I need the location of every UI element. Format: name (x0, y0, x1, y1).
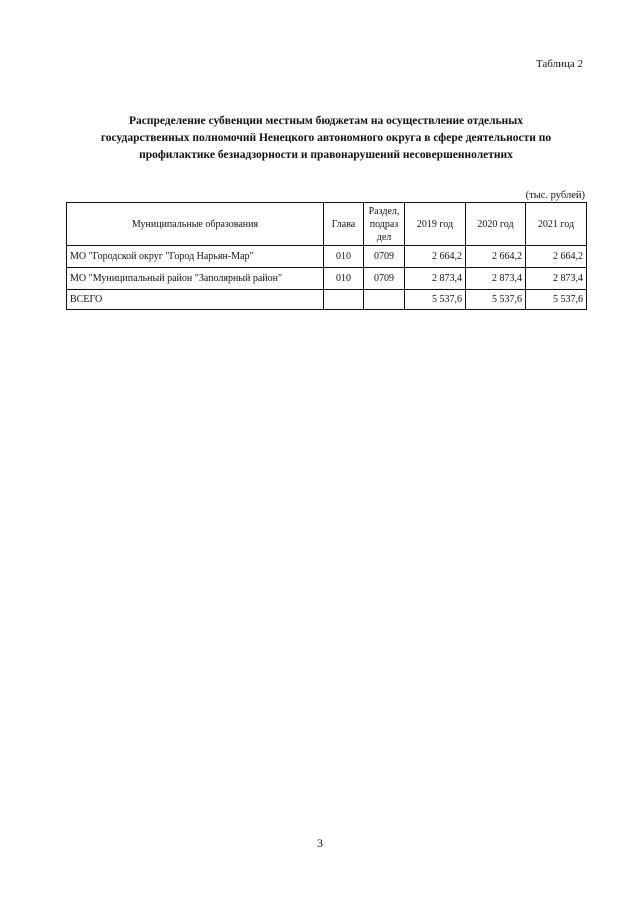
row-2021: 2 664,2 (526, 246, 587, 268)
row-2020: 2 873,4 (466, 268, 526, 290)
header-section-line-1: Раздел, (368, 205, 400, 217)
header-2020: 2020 год (466, 203, 526, 246)
header-2021: 2021 год (526, 203, 587, 246)
title-line-1: Распределение субвенции местным бюджетам на осуществление отдельных (128, 115, 524, 127)
subvention-table (66, 202, 587, 310)
total-label: ВСЕГО (67, 290, 324, 310)
header-2019: 2019 год (405, 203, 466, 246)
header-section-line-2: подраз (369, 218, 399, 230)
total-chapter-empty (324, 290, 364, 310)
row-2019: 2 873,4 (405, 268, 466, 290)
row-2020: 2 664,2 (466, 246, 526, 268)
units-label: (тыс. рублей) (525, 190, 585, 201)
total-2019: 5 537,6 (405, 290, 466, 310)
total-2020: 5 537,6 (466, 290, 526, 310)
row-municipality: МО "Городской округ "Город Нарьян-Мар" (67, 246, 324, 268)
total-section-empty (364, 290, 405, 310)
table-row (67, 268, 587, 290)
header-municipality: Муниципальные образования (67, 203, 324, 246)
row-chapter: 010 (324, 268, 364, 290)
total-row (67, 290, 587, 310)
document-title (66, 113, 586, 164)
table-label: Таблица 2 (535, 58, 583, 70)
title-line-2: государственных полномочий Ненецкого автономного округа в сфере деятельности по (100, 132, 552, 144)
row-section: 0709 (364, 268, 405, 290)
header-section (364, 203, 405, 246)
table-header-row (67, 203, 587, 246)
row-2019: 2 664,2 (405, 246, 466, 268)
row-2021: 2 873,4 (526, 268, 587, 290)
table-row (67, 246, 587, 268)
header-chapter: Глава (324, 203, 364, 246)
header-section-line-3: дел (376, 231, 392, 243)
row-chapter: 010 (324, 246, 364, 268)
page-number: 3 (317, 836, 323, 850)
row-municipality: МО "Муниципальный район "Заполярный район" (67, 268, 324, 290)
total-2021: 5 537,6 (526, 290, 587, 310)
row-section: 0709 (364, 246, 405, 268)
title-line-3: профилактике безнадзорности и правонарушений несовершеннолетних (139, 149, 513, 161)
